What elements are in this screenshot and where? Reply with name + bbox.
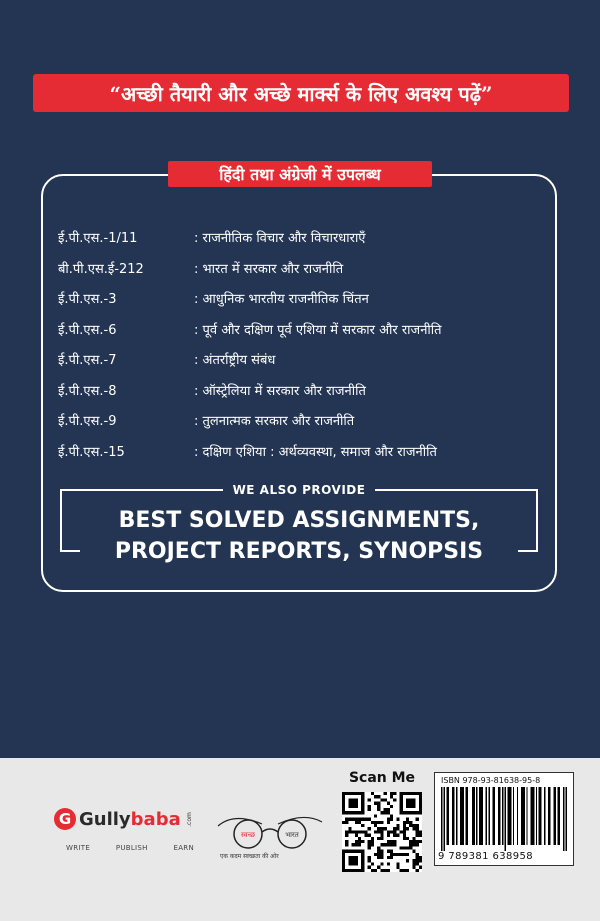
course-row	[58, 320, 548, 351]
course-code: बी.पी.एस.ई-212	[58, 261, 144, 277]
course-code: ई.पी.एस.-1/11	[58, 231, 138, 246]
course-list	[58, 228, 548, 472]
course-code: ई.पी.एस.-6	[58, 322, 117, 338]
barcode-digits: 9 789381 638958	[438, 851, 534, 862]
logo-name-dark: Gully	[79, 808, 131, 830]
logo-domain: .com	[185, 811, 193, 827]
course-title: : ऑस्ट्रेलिया में सरकार और राजनीति	[194, 383, 366, 399]
course-code: ई.पी.एस.-15	[58, 444, 125, 460]
provide-heading-text: WE ALSO PROVIDE	[232, 483, 366, 497]
course-title: : राजनीतिक विचार और विचारधाराएँ	[194, 231, 366, 246]
availability-tag: हिंदी तथा अंग्रेजी में उपलब्ध	[168, 161, 432, 187]
gullybaba-logo	[54, 808, 196, 830]
course-code: ई.पी.एस.-7	[58, 353, 117, 368]
course-title: : दक्षिण एशिया : अर्थव्यवस्था, समाज और राजनीति	[194, 444, 437, 460]
course-row	[58, 381, 548, 412]
recommendation-banner: “अच्छी तैयारी और अच्छे मार्क्स के लिए अवश्य पढ़ें”	[33, 74, 569, 112]
tagline-publish: PUBLISH	[115, 844, 148, 852]
swachh-left-text: स्वच्छ	[240, 831, 256, 839]
swachh-right-text: भारत	[285, 831, 299, 839]
provide-services	[60, 505, 538, 567]
logo-wordmark	[79, 809, 181, 830]
course-title: : आधुनिक भारतीय राजनीतिक चिंतन	[194, 292, 369, 307]
course-code: ई.पी.एस.-3	[58, 292, 117, 307]
course-row	[58, 442, 548, 473]
course-row	[58, 289, 548, 320]
logo-tagline	[66, 844, 194, 852]
tagline-earn: EARN	[173, 844, 194, 852]
course-row	[58, 350, 548, 381]
qr-code[interactable]	[342, 792, 422, 872]
course-title: : भारत में सरकार और राजनीति	[194, 261, 344, 277]
course-row	[58, 259, 548, 290]
swachh-bharat-glasses-icon	[214, 810, 326, 850]
swachh-caption: एक कदम स्वच्छता की ओर	[220, 853, 279, 860]
isbn-barcode	[441, 787, 567, 851]
logo-name-red: baba	[130, 808, 181, 830]
scan-me-label: Scan Me	[348, 770, 416, 786]
course-title: : तुलनात्मक सरकार और राजनीति	[194, 414, 355, 429]
isbn-label: ISBN 978-93-81638-95-8	[441, 776, 541, 785]
course-row	[58, 228, 548, 259]
course-code: ई.पी.एस.-8	[58, 383, 117, 399]
course-title: : पूर्व और दक्षिण पूर्व एशिया में सरकार और राजनीति	[194, 322, 442, 338]
course-code: ई.पी.एस.-9	[58, 414, 117, 429]
provide-line-1: BEST SOLVED ASSIGNMENTS,	[118, 508, 480, 533]
provide-line-2: PROJECT REPORTS, SYNOPSIS	[114, 539, 484, 564]
course-title: : अंतर्राष्ट्रीय संबंध	[194, 353, 276, 368]
tagline-write: WRITE	[66, 844, 91, 852]
course-row	[58, 411, 548, 442]
logo-g-icon: G	[54, 808, 76, 830]
